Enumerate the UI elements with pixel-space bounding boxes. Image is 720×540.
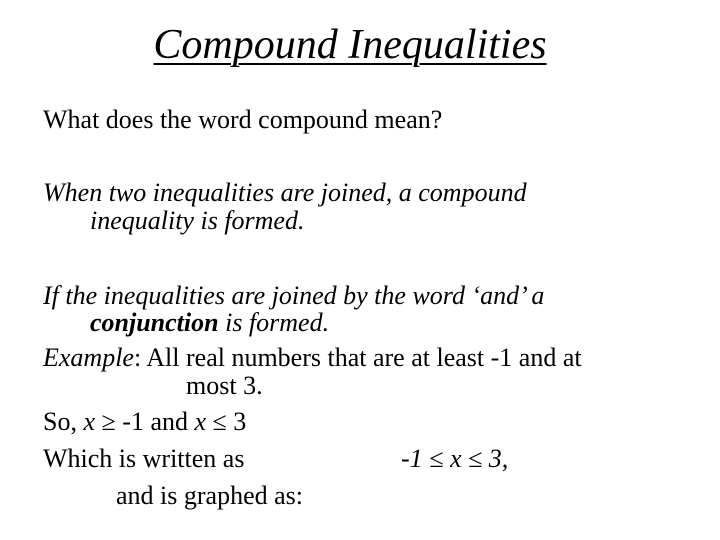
so-var-1: x (83, 407, 96, 436)
definition-line-2: inequality is formed. (90, 206, 305, 235)
so-cond-2: ≤ 3 (206, 407, 247, 436)
written-expr-a: -1 ≤ (401, 444, 450, 473)
conjunction-rest: is formed. (218, 308, 330, 337)
written-expr-b: ≤ 3, (461, 444, 509, 473)
example-colon: : (133, 343, 147, 372)
question-line: What does the word compound mean? (43, 105, 443, 134)
example-label: Example (43, 343, 134, 372)
graphed-line: and is graphed as: (116, 481, 304, 510)
so-var-2: x (194, 407, 207, 436)
slide-title: Compound Inequalities (153, 22, 547, 68)
written-label: Which is written as (43, 444, 245, 473)
so-prefix: So, (43, 407, 84, 436)
conjunction-line-2 (90, 308, 329, 338)
written-expression (401, 444, 508, 474)
conjunction-line-1: If the inequalities are joined by the word ‘and’ a (43, 281, 545, 310)
example-line-2: most 3. (186, 371, 263, 400)
so-line (43, 407, 246, 437)
definition-line-1: When two inequalities are joined, a compound (43, 178, 527, 207)
so-cond-1: ≥ -1 and (95, 407, 195, 436)
example-line-1 (43, 343, 582, 373)
example-text-1: All real numbers that are at least -1 and at (146, 343, 582, 372)
conjunction-term: conjunction (90, 308, 219, 337)
written-expr-var: x (449, 444, 462, 473)
